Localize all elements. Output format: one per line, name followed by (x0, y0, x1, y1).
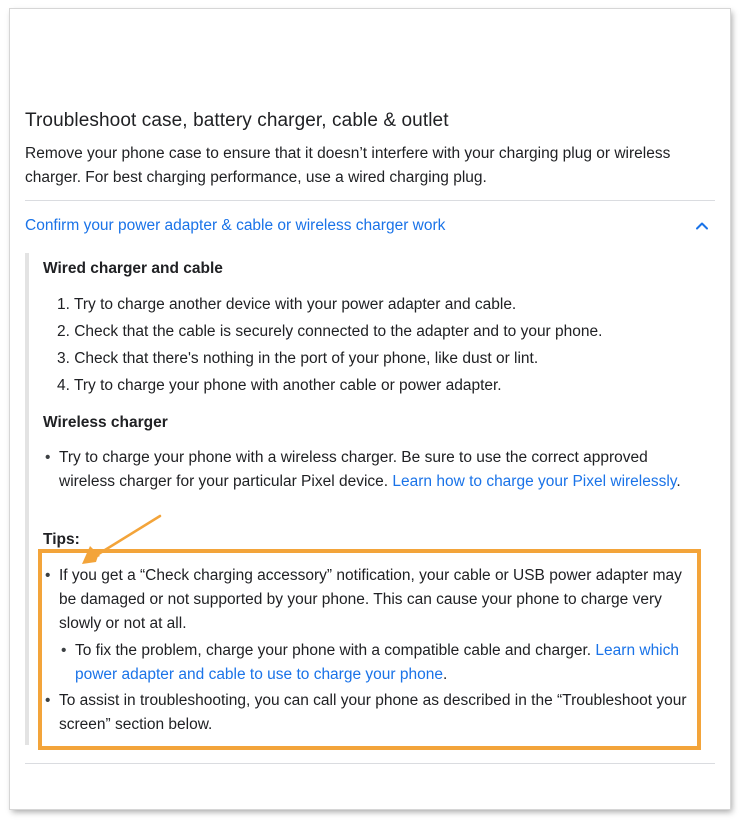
wired-step-4: 4. Try to charge your phone with another cable or power adapter. (57, 377, 502, 394)
arrow-annotation-icon (78, 512, 168, 572)
chevron-up-icon[interactable] (693, 217, 711, 235)
wireless-bullet (45, 446, 699, 494)
wireless-text: Try to charge your phone with a wireless charger. Be sure to use the correct approved wireless charger for your particular Pixel device. (59, 449, 648, 490)
learn-charge-wirelessly-link[interactable]: Learn how to charge your Pixel wirelessly (392, 473, 677, 490)
wired-step-3: 3. Check that there's nothing in the port of your phone, like dust or lint. (57, 350, 539, 367)
learn-power-adapter-link[interactable]: Learn which power adapter and cable to use to charge your phone (75, 642, 679, 683)
bullet-dot: • (45, 692, 51, 709)
wired-step-2: 2. Check that the cable is securely connected to the adapter and to your phone. (57, 323, 603, 340)
tip-1-sub (61, 639, 685, 687)
accordion-title[interactable]: Confirm your power adapter & cable or wireless charger work (25, 217, 446, 234)
wireless-heading: Wireless charger (43, 414, 168, 431)
wired-step-1: 1. Try to charge another device with your power adapter and cable. (57, 296, 517, 313)
bullet-dot: • (45, 567, 51, 584)
bullet-dot: • (61, 642, 67, 659)
tips-heading: Tips: (43, 531, 80, 548)
tip-2 (45, 689, 699, 737)
accordion-content (25, 253, 715, 745)
tip-2-text: To assist in troubleshooting, you can call your phone as described in the “Troubleshoot your screen” section below. (59, 692, 687, 733)
section-intro: Remove your phone case to ensure that it doesn’t interfere with your charging plug or wireless charger. For best charging performance, use a wired charging plug. (25, 145, 671, 186)
divider-top (25, 200, 715, 201)
bullet-dot: • (45, 449, 51, 466)
section-title: Troubleshoot case, battery charger, cable & outlet (25, 110, 449, 131)
divider-bottom (25, 763, 715, 764)
wired-heading: Wired charger and cable (43, 260, 223, 277)
tip-1-sub-text: To fix the problem, charge your phone with a compatible cable and charger. (75, 642, 596, 659)
accordion-header[interactable] (25, 203, 715, 249)
tip-1-text: If you get a “Check charging accessory” notification, your cable or USB power adapter may be damaged or not supported by your phone. This can cause your phone to charge very slowly or not at all. (59, 567, 682, 632)
wireless-after-link: . (676, 473, 681, 490)
tip-1-sub-after: . (442, 666, 448, 683)
tip-1 (45, 564, 699, 636)
